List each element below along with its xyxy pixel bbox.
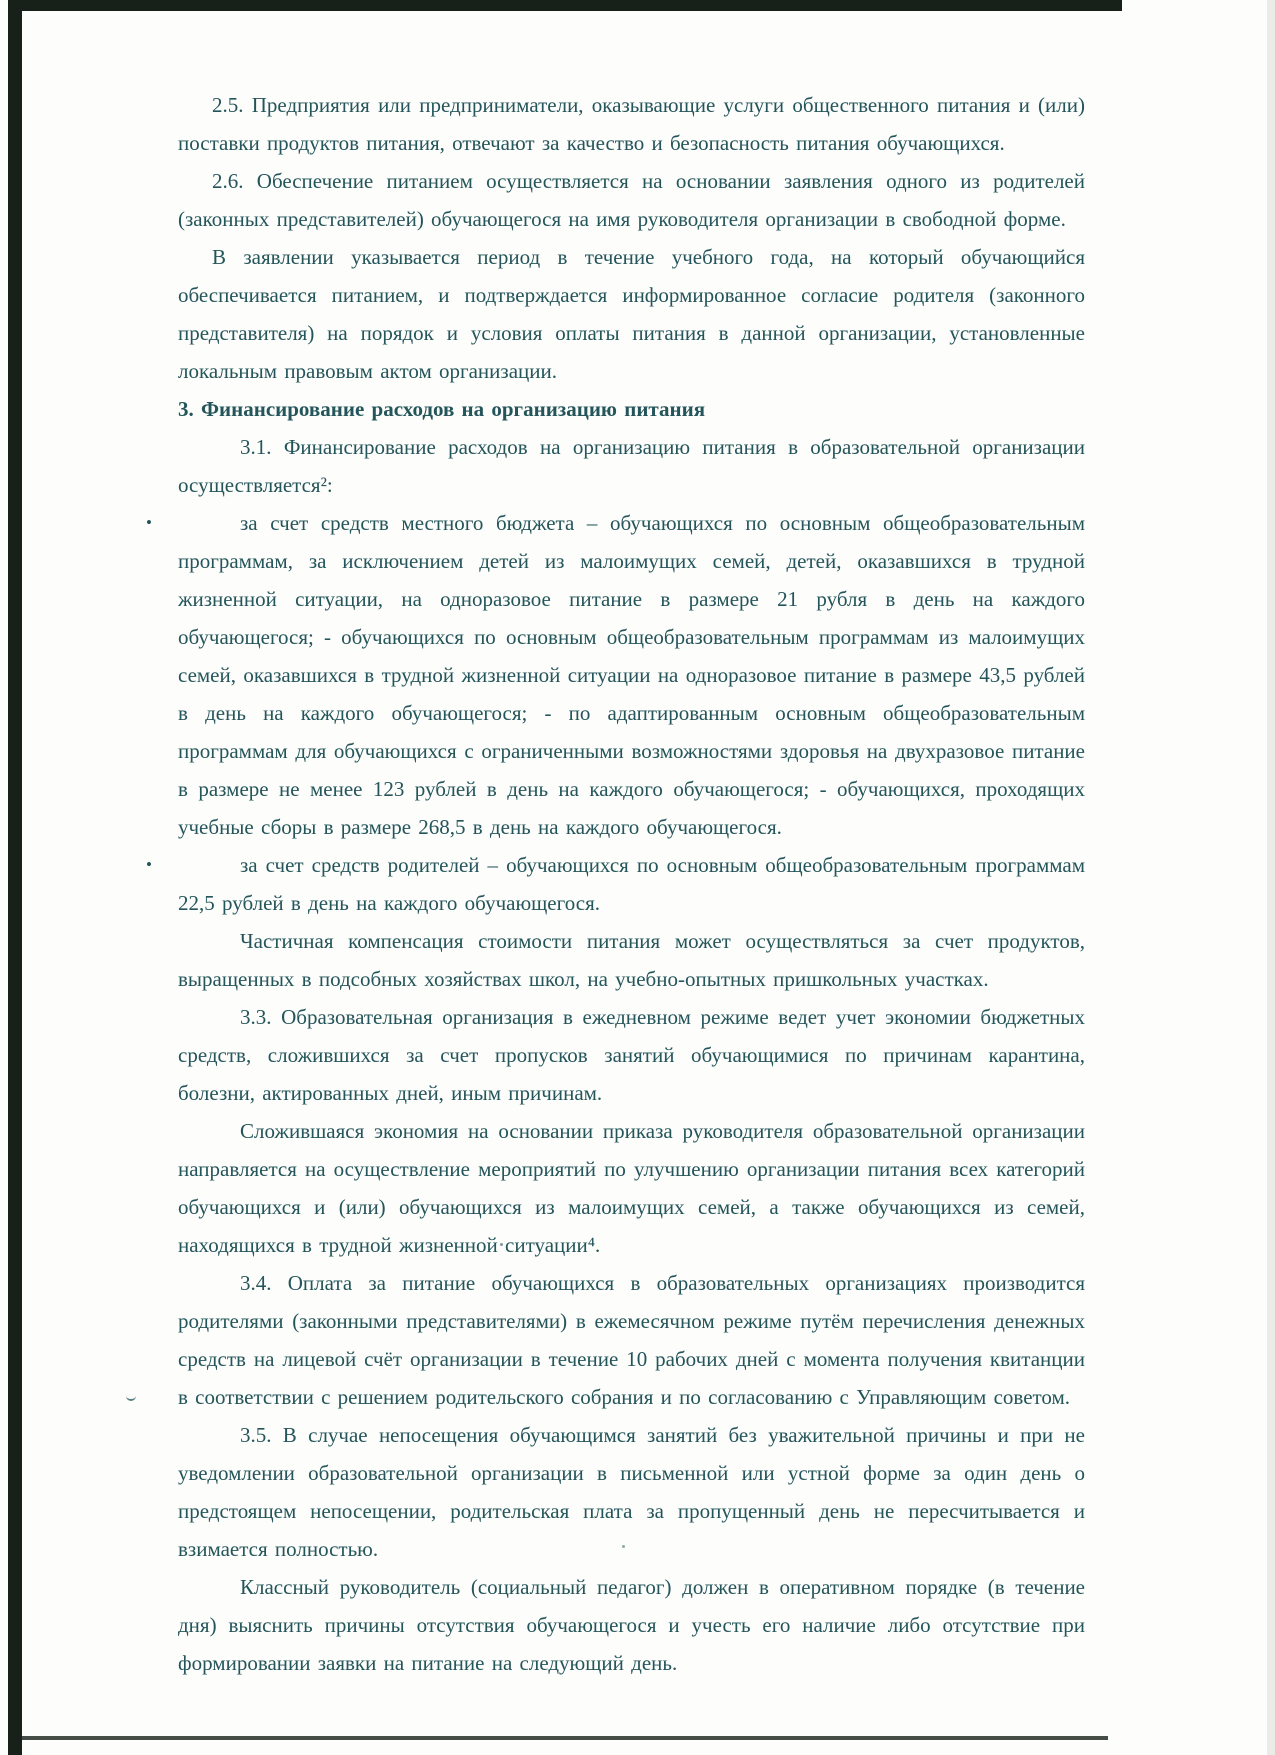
scan-artifact-left-bar bbox=[8, 0, 22, 1755]
paragraph-3-3: 3.3. Образовательная организация в ежедневном режиме ведет учет экономии бюджетных средств, сложившихся за счет пропусков занятий обучающимися по причинам карантина, болезни, актированных дней, иным причинам. bbox=[178, 1005, 1085, 1105]
document-text bbox=[146, 86, 1085, 1682]
paragraph-2-6: 2.6. Обеспечение питанием осуществляется на основании заявления одного из родителей (законных представителей) обучающегося на имя руководителя организации в свободной форме. bbox=[178, 169, 1085, 231]
bullet-item-parent-funds bbox=[146, 846, 1085, 922]
paragraph-3-5: 3.5. В случае непосещения обучающимся занятий без уважительной причины и при не уведомлении образовательной организации в письменной или устной форме за один день о предстоящем непосещении, родительская плата за пропущенный день не пересчитывается и взимается полностью. bbox=[178, 1423, 1085, 1561]
bullet-icon: • bbox=[146, 513, 152, 532]
paragraph-application: В заявлении указывается период в течение учебного года, на который обучающийся обеспечивается питанием, и подтверждается информированное согласие родителя (законного представителя) на порядок и условия оплаты питания в данной организации, установленные локальным правовым актом организации. bbox=[178, 245, 1085, 383]
paragraph-compensation: Частичная компенсация стоимости питания может осуществляться за счет продуктов, выращенных в подсобных хозяйствах школ, на учебно-опытных пришкольных участках. bbox=[178, 929, 1085, 991]
paragraph-savings: Сложившаяся экономия на основании приказа руководителя образовательной организации направляется на осуществление мероприятий по улучшению организации питания всех категорий обучающихся и (или) обучающихся из малоимущих семей, а также обучающихся из семей, находящихся в трудной жизненной ситуации⁴. bbox=[178, 1119, 1085, 1257]
scan-smudge-mark bbox=[126, 1392, 136, 1401]
paragraph-2-5: 2.5. Предприятия или предприниматели, оказывающие услуги общественного питания и (или) поставки продуктов питания, отвечают за качество и безопасность питания обучающихся. bbox=[178, 93, 1085, 155]
paragraph-3-4: 3.4. Оплата за питание обучающихся в образовательных организациях производится родителями (законными представителями) в ежемесячном режиме путём перечисления денежных средств на лицевой счёт организации в течение 10 рабочих дней с момента получения квитанции в соответствии с решением родительского собрания и по согласованию с Управляющим советом. bbox=[178, 1271, 1085, 1409]
bullet-text-local-budget: за счет средств местного бюджета – обучающихся по основным общеобразовательным программам, за исключением детей из малоимущих семей, детей, оказавшихся в трудной жизненной ситуации, на одноразовое питание в размере 21 рубля в день на каждого обучающегося; - обучающихся по основным общеобразовательным программам из малоимущих семей, оказавшихся в трудной жизненной ситуации на одноразовое питание в размере 43,5 рублей в день на каждого обучающегося; - по адаптированным основным общеобразовательным программам для обучающихся с ограниченными возможностями здоровья на двухразовое питание в размере не менее 123 рублей в день на каждого обучающегося; - обучающихся, проходящих учебные сборы в размере 268,5 в день на каждого обучающегося. bbox=[178, 511, 1085, 839]
bullet-item-local-budget bbox=[146, 504, 1085, 846]
scan-artifact-right-edge bbox=[1267, 0, 1275, 1755]
scan-artifact-top-bar bbox=[10, 0, 1122, 11]
scan-artifact-bottom-line bbox=[20, 1736, 1108, 1740]
bullet-icon: • bbox=[146, 855, 152, 874]
bullet-text-parent-funds: за счет средств родителей – обучающихся по основным общеобразовательным программам 22,5 рублей в день на каждого обучающегося. bbox=[178, 853, 1085, 915]
section-heading-financing: 3. Финансирование расходов на организацию питания bbox=[178, 397, 706, 421]
paragraph-class-teacher: Классный руководитель (социальный педагог) должен в оперативном порядке (в течение дня) выяснить причины отсутствия обучающегося и учесть его наличие либо отсутствие при формировании заявки на питание на следующий день. bbox=[178, 1575, 1085, 1675]
paragraph-3-1: 3.1. Финансирование расходов на организацию питания в образовательной организации осуществляется²: bbox=[178, 435, 1085, 497]
